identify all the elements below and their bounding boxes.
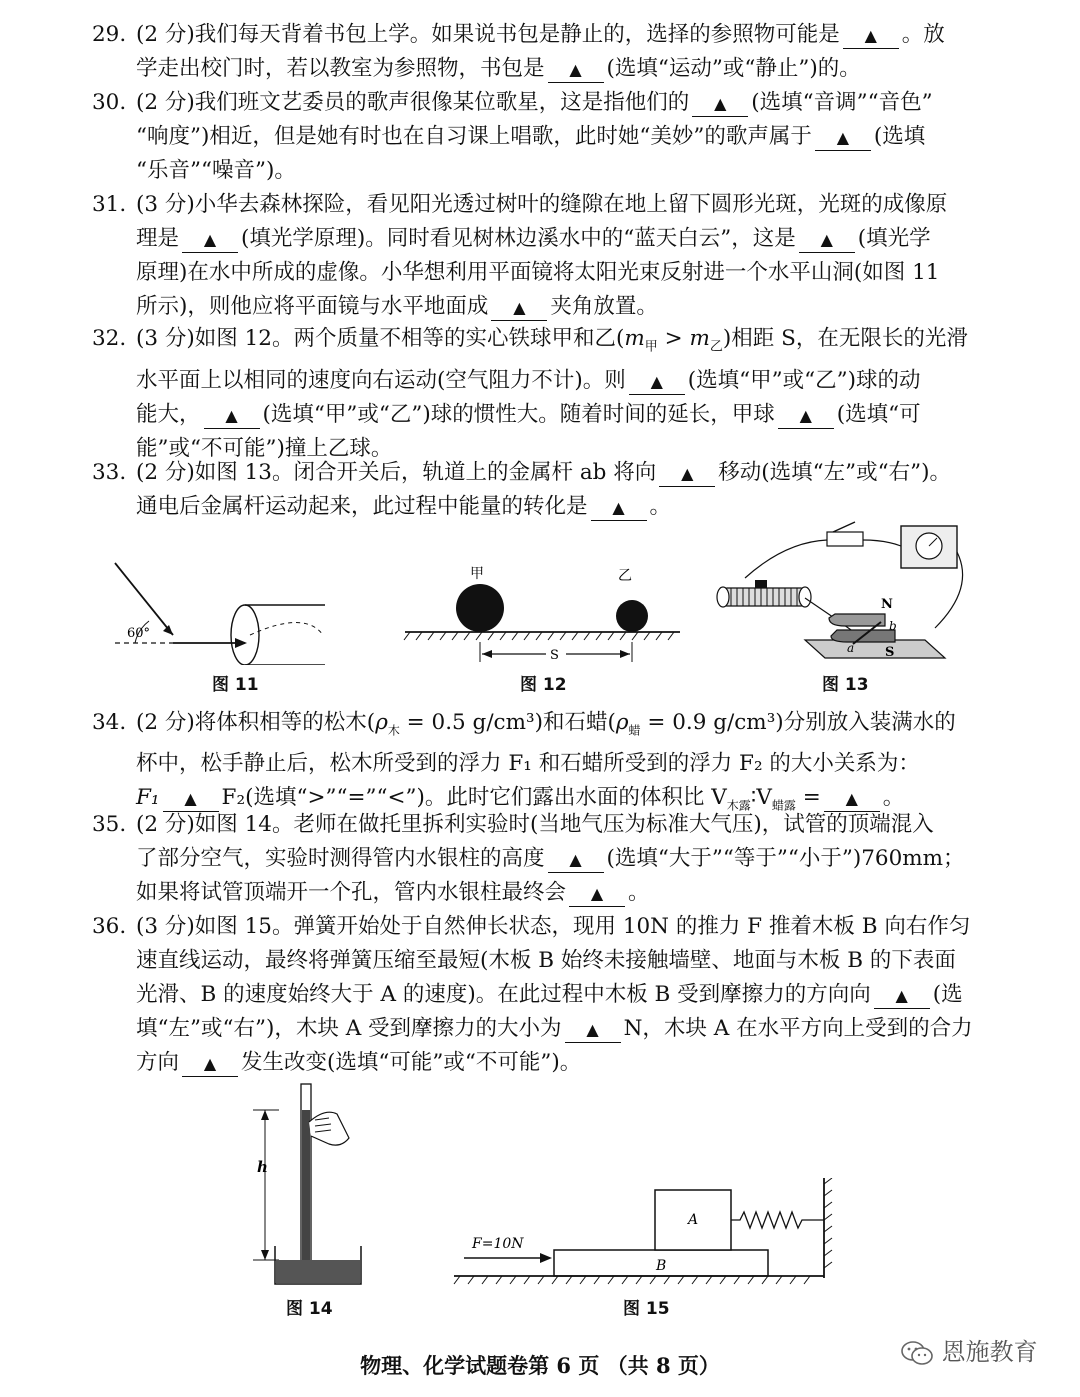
ball-yi-label: 乙 xyxy=(618,568,632,584)
answer-blank[interactable]: ▲ xyxy=(204,403,260,429)
question-35: 35. (2 分)如图 14。老师在做托里拆利实验时(当地气压为标准大气压)，试管的顶端混入 了部分空气，实验时测得管内水银柱的高度 ▲ (选填“大于”“等于”“小于”)760mm； 如果将试管顶端开一个孔，管内水银柱最终会 ▲ 。 xyxy=(92,808,992,910)
answer-blank[interactable]: ▲ xyxy=(874,983,930,1009)
question-number: 32. xyxy=(92,326,127,351)
answer-blank[interactable]: ▲ xyxy=(182,1051,238,1077)
hand xyxy=(309,1112,349,1145)
rod-end-a: a xyxy=(847,641,855,655)
answer-blank[interactable]: ▲ xyxy=(799,227,855,253)
figure-14-caption: 图 14 xyxy=(286,1299,333,1319)
answer-blank[interactable]: ▲ xyxy=(778,403,834,429)
rod-end-b: b xyxy=(889,619,897,633)
question-number: 36. xyxy=(92,914,127,939)
question-33: 33. (2 分)如图 13。闭合开关后，轨道上的金属杆 ab 将向 ▲ 移动(选填“左”或“右”)。 通电后金属杆运动起来，此过程中能量的转化是 ▲ 。 xyxy=(92,456,992,524)
north-label: N xyxy=(881,597,893,612)
rheostat xyxy=(723,588,805,606)
ball-yi xyxy=(616,600,648,632)
south-label: S xyxy=(885,645,895,660)
watermark xyxy=(900,1332,1038,1367)
question-number: 33. xyxy=(92,460,127,485)
question-number: 31. xyxy=(92,192,127,217)
answer-blank[interactable]: ▲ xyxy=(843,23,899,49)
figure-13-caption: 图 13 xyxy=(822,675,869,695)
question-number: 35. xyxy=(92,812,127,837)
rail-base xyxy=(805,640,945,658)
height-label: h xyxy=(257,1158,268,1176)
cave-opening xyxy=(231,605,259,665)
question-29: 29. (2 分)我们每天背着书包上学。如果说书包是静止的，选择的参照物可能是 ▲ 。放 学走出校门时，若以教室为参照物，书包是 ▲ (选填“运动”或“静止”)的。 xyxy=(92,18,992,86)
answer-blank[interactable]: ▲ xyxy=(565,1017,621,1043)
answer-blank[interactable]: ▲ xyxy=(629,369,685,395)
answer-blank[interactable]: ▲ xyxy=(824,786,880,812)
question-31: 31. (3 分)小华去森林探险，看见阳光透过树叶的缝隙在地上留下圆形光斑，光斑的成像原 理是 ▲ (填光学原理)。同时看见树林边溪水中的“蓝天白云”，这是 ▲ (填光学 原理)在水中所成的虚像。小华想利用平面镜将太阳光束反射进一个水平山洞(如图 11 所示)，则他应将平面镜与水平地面成 ▲ 夹角放置。 xyxy=(92,188,992,324)
spring xyxy=(731,1212,824,1228)
figure-15-caption: 图 15 xyxy=(623,1299,670,1319)
page-footer: 物理、化学试题卷第 6 页 （共 8 页） xyxy=(360,1353,720,1378)
question-34: 34. (2 分)将体积相等的松木($\rho_木 = 0.5$ g/cm³)和石蜡($\rho_蜡 = 0.9$ g/cm³)分别放入装满水的 杯中，松手静止后，松木所受到的浮力 F₁ 和石蜡所受到的浮力 F₂ 的大小关系为： F₁ ▲ F₂(选填“>”“=”“<”)。此时它们露出水面的体积比 $V_{木露}∶V_{蜡露}$ = ▲ 。 xyxy=(92,706,992,823)
figure-14-torricelli-diagram xyxy=(245,1078,375,1288)
answer-blank[interactable]: ▲ xyxy=(815,125,871,151)
distance-label: S xyxy=(550,648,559,663)
board-b-label: B xyxy=(656,1258,667,1274)
ball-jia-label: 甲 xyxy=(470,566,484,582)
figure-15-spring-block-diagram xyxy=(450,1178,840,1288)
question-number: 30. xyxy=(92,90,127,115)
figure-12-caption: 图 12 xyxy=(520,675,567,695)
question-number: 29. xyxy=(92,22,127,47)
mercury-column xyxy=(302,1110,310,1280)
incident-ray xyxy=(115,563,173,635)
answer-blank[interactable]: ▲ xyxy=(182,227,238,253)
figure-13-circuit-diagram xyxy=(705,518,985,668)
answer-blank[interactable]: ▲ xyxy=(692,91,748,117)
block-a-label: A xyxy=(688,1212,699,1228)
wechat-icon xyxy=(900,1340,934,1366)
answer-blank[interactable]: ▲ xyxy=(659,461,715,487)
figure-11-caption: 图 11 xyxy=(212,675,259,695)
answer-blank[interactable]: ▲ xyxy=(569,881,625,907)
answer-blank[interactable]: ▲ xyxy=(491,295,547,321)
answer-blank[interactable]: ▲ xyxy=(591,495,647,521)
answer-blank[interactable]: ▲ xyxy=(548,847,604,873)
question-36: 36. (3 分)如图 15。弹簧开始处于自然伸长状态，现用 10N 的推力 F 推着木板 B 向右作匀 速直线运动，最终将弹簧压缩至最短(木板 B 始终未接触墙壁、地面与木板 B 的下表面 光滑、B 的速度始终大于 A 的速度)。在此过程中木板 B 受到摩擦力的方向向 ▲ (选 填“左”或“右”)，木块 A 受到摩擦力的大小为 ▲ N，木块 A 在水平方向上受到的合力 方向 ▲ 发生改变(选填“可能”或“不可能”)。 xyxy=(92,910,992,1080)
ball-jia xyxy=(456,584,504,632)
figure-11-mirror-diagram xyxy=(105,555,335,665)
figure-12-balls-diagram xyxy=(400,560,690,670)
question-32: 32. (3 分)如图 12。两个质量不相等的实心铁球甲和乙$(m_甲 > m_乙)$相距 S，在无限长的光滑 水平面上以相同的速度向右运动(空气阻力不计)。则 ▲ (选填“甲”或“乙”)球的动 能大， ▲ (选填“甲”或“乙”)球的惯性大。随着时间的延长，甲球 ▲ (选填“可 能”或“不可能”)撞上乙球。 xyxy=(92,322,992,466)
answer-blank[interactable]: ▲ xyxy=(163,786,219,812)
angle-label: 60° xyxy=(127,626,151,641)
answer-blank[interactable]: ▲ xyxy=(548,57,604,83)
force-label: F=10N xyxy=(472,1236,524,1252)
watermark-text: 恩施教育 xyxy=(941,1338,1038,1366)
question-number: 34. xyxy=(92,710,127,735)
switch xyxy=(827,532,863,546)
question-30: 30. (2 分)我们班文艺委员的歌声很像某位歌星，这是指他们的 ▲ (选填“音调”“音色” “响度”)相近，但是她有时也在自习课上唱歌，此时她“美妙”的歌声属于 ▲ (选填 “乐音”“噪音”)。 xyxy=(92,86,992,188)
